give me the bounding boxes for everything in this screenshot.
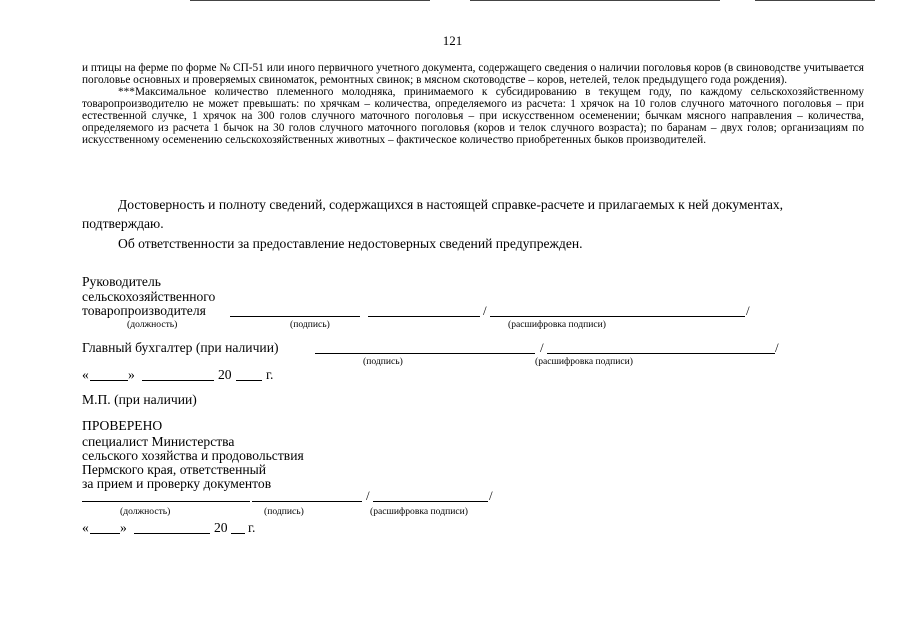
- verified-line2: сельского хозяйства и продовольствия: [82, 448, 304, 463]
- confirmation-text: Достоверность и полноту сведений, содержащихся в настоящей справке-расчете и прилагаемых к ней документах, подтверждаю.: [82, 197, 784, 231]
- accountant-decoding-line[interactable]: [547, 353, 775, 354]
- verified-caption-signature: (подпись): [264, 506, 304, 517]
- footnote-triple-star: ***Максимальное количество племенного молодняка, принимаемого к субсидированию в текущем году, по каждому сельскохозяйственному товаропроизводителю не может превышать: по хрячкам – количества, определяемого из расчета: 1 хрячок на 10 голов случного маточного поголовья – при естественной случке, 1 хрячок на 300 голов случного маточного поголовья – при искусственном осеменении; бычкам мясного направления – количества, определяемого из расчета 1 бычок на 30 голов случного маточного поголовья (коров и телок случного возраста); по баранам – двух голов; организациям по искусственному осеменению сельскохозяйственных животных – фактическое количество приобретенных быков производителей.: [82, 86, 864, 146]
- date1-month-line[interactable]: [142, 380, 214, 381]
- date2-close-quote: »: [120, 520, 127, 535]
- verified-line1: специалист Министерства: [82, 434, 235, 449]
- date2-open-quote: «: [82, 520, 89, 535]
- verified-caption-position: (должность): [120, 506, 171, 517]
- head-title-line2: сельскохозяйственного: [82, 289, 216, 304]
- stamp-label: М.П. (при наличии): [82, 392, 197, 407]
- accountant-signature-line[interactable]: [315, 353, 535, 354]
- verified-position-line[interactable]: [82, 501, 250, 502]
- date1-year-suffix: г.: [266, 367, 274, 382]
- date2-year-prefix: 20: [214, 520, 228, 535]
- verified-line3: Пермского края, ответственный: [82, 462, 267, 477]
- verified-decoding-line[interactable]: [373, 501, 488, 502]
- verified-title: ПРОВЕРЕНО: [82, 418, 163, 433]
- verified-line4: за прием и проверку документов: [82, 476, 272, 491]
- date1-open-quote: «: [82, 367, 89, 382]
- footnote-continuation: и птицы на ферме по форме № СП-51 или иного первичного учетного документа, содержащего сведения о наличии поголовья коров (в свиноводстве учитывается поголовье основных и проверяемых свиноматок, ремонтных свинок; в мясном скотоводстве – коров, нетелей, телок предыдущего года рождения).: [82, 62, 864, 86]
- accountant-caption-signature: (подпись): [363, 356, 403, 367]
- page-number: 121: [442, 33, 463, 48]
- date2-month-line[interactable]: [134, 533, 210, 534]
- accountant-caption-decoding: (расшифровка подписи): [535, 356, 633, 367]
- head-caption-signature: (подпись): [290, 319, 330, 330]
- accountant-label: Главный бухгалтер (при наличии): [82, 340, 279, 355]
- head-decoding-line[interactable]: [490, 316, 745, 317]
- footnote-block: [82, 62, 864, 146]
- head-title-line1: Руководитель: [82, 274, 161, 289]
- head-position-line[interactable]: [230, 316, 360, 317]
- date1-year-prefix: 20: [218, 367, 232, 382]
- date2-year-suffix: г.: [248, 520, 256, 535]
- head-title-line3: товаропроизводителя: [82, 303, 206, 318]
- verified-slash-left: /: [366, 488, 370, 503]
- accountant-slash-left: /: [540, 340, 544, 355]
- date1-close-quote: »: [128, 367, 135, 382]
- head-caption-decoding: (расшифровка подписи): [508, 319, 606, 330]
- verified-caption-decoding: (расшифровка подписи): [370, 506, 468, 517]
- top-border: [0, 0, 905, 3]
- accountant-slash-right: /: [775, 340, 779, 355]
- responsibility-warning: Об ответственности за предоставление недостоверных сведений предупрежден.: [118, 236, 583, 251]
- head-slash-left: /: [483, 303, 487, 318]
- head-signature-line[interactable]: [368, 316, 480, 317]
- head-slash-right: /: [746, 303, 750, 318]
- verified-slash-right: /: [489, 488, 493, 503]
- date2-day-line[interactable]: [90, 533, 120, 534]
- date2-year-line[interactable]: [231, 533, 245, 534]
- head-caption-position: (должность): [127, 319, 178, 330]
- date1-year-line[interactable]: [236, 380, 262, 381]
- date1-day-line[interactable]: [90, 380, 128, 381]
- verified-signature-line[interactable]: [252, 501, 362, 502]
